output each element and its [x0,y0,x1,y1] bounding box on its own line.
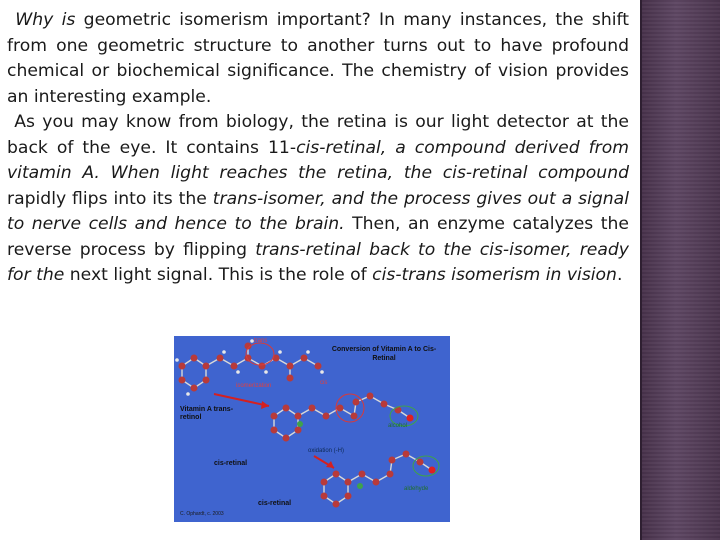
oxygen-atom [429,467,436,474]
isomerization-arrow [214,394,269,406]
trans-highlight-circle [246,343,274,365]
slide-body-text [7,8,629,289]
oxygen-atom [407,415,414,422]
text-span: Then, an enzyme catalyzes the reverse process by flipping [7,214,629,260]
green-atom [357,483,363,489]
label-vitamin-a: Vitamin A trans-retinol [180,406,234,421]
text-span: next light signal. This is the role of [64,265,373,285]
text-span: . [616,265,623,285]
label-oxidation: oxidation (-H) [308,448,345,454]
figure-title: Conversion of Vitamin A to Cis-Retinal [331,346,437,362]
molecule-diagram [174,336,450,522]
text-span: trans-retinal back to the cis-isomer, ready for the [7,239,629,285]
paragraph-why-important [7,8,629,110]
text-span: As you may know from biology, the retina is our light detector at the back of the eye. It contains 11- [7,112,629,158]
label-cis: cis [320,380,328,386]
text-span: is [61,10,76,30]
trans-retinol-molecule [182,346,318,388]
label-isomerization: isomerization [236,383,272,389]
green-atom [297,421,303,427]
text-span: cis-retinal, a compound derived from vitamin A. When light reaches the retina, the cis-retinal compound [7,137,629,183]
label-cis-retinal-1: cis-retinal [214,460,248,467]
label-alcohol: alcohol [388,423,408,429]
label-cis-retinal-2: cis-retinal [258,500,292,507]
retinal-conversion-figure [174,336,450,522]
sidebar-texture [642,0,720,540]
figure-credit: C. Ophardt, c. 2003 [180,511,224,517]
text-span: geometric isomerism important? In many instances, the shift from one geometric structure to another turns out to have profound chemical or biochemical significance. The chemistry of vision provides an interesting example. [7,10,630,107]
text-span: cis-trans isomerism in vision [372,265,617,285]
text-span: Why [15,10,62,30]
paragraph-vision-chemistry [7,110,629,289]
text-span: rapidly flips into its the [7,188,213,209]
label-aldehyde: aldehyde [404,486,429,492]
text-span: trans-isomer, and the process gives out a signal to nerve cells and hence to the brain. [7,188,629,234]
cis-retinal-molecule [324,454,432,504]
cis-retinol-atoms [271,393,402,442]
label-trans: trans [254,338,268,344]
